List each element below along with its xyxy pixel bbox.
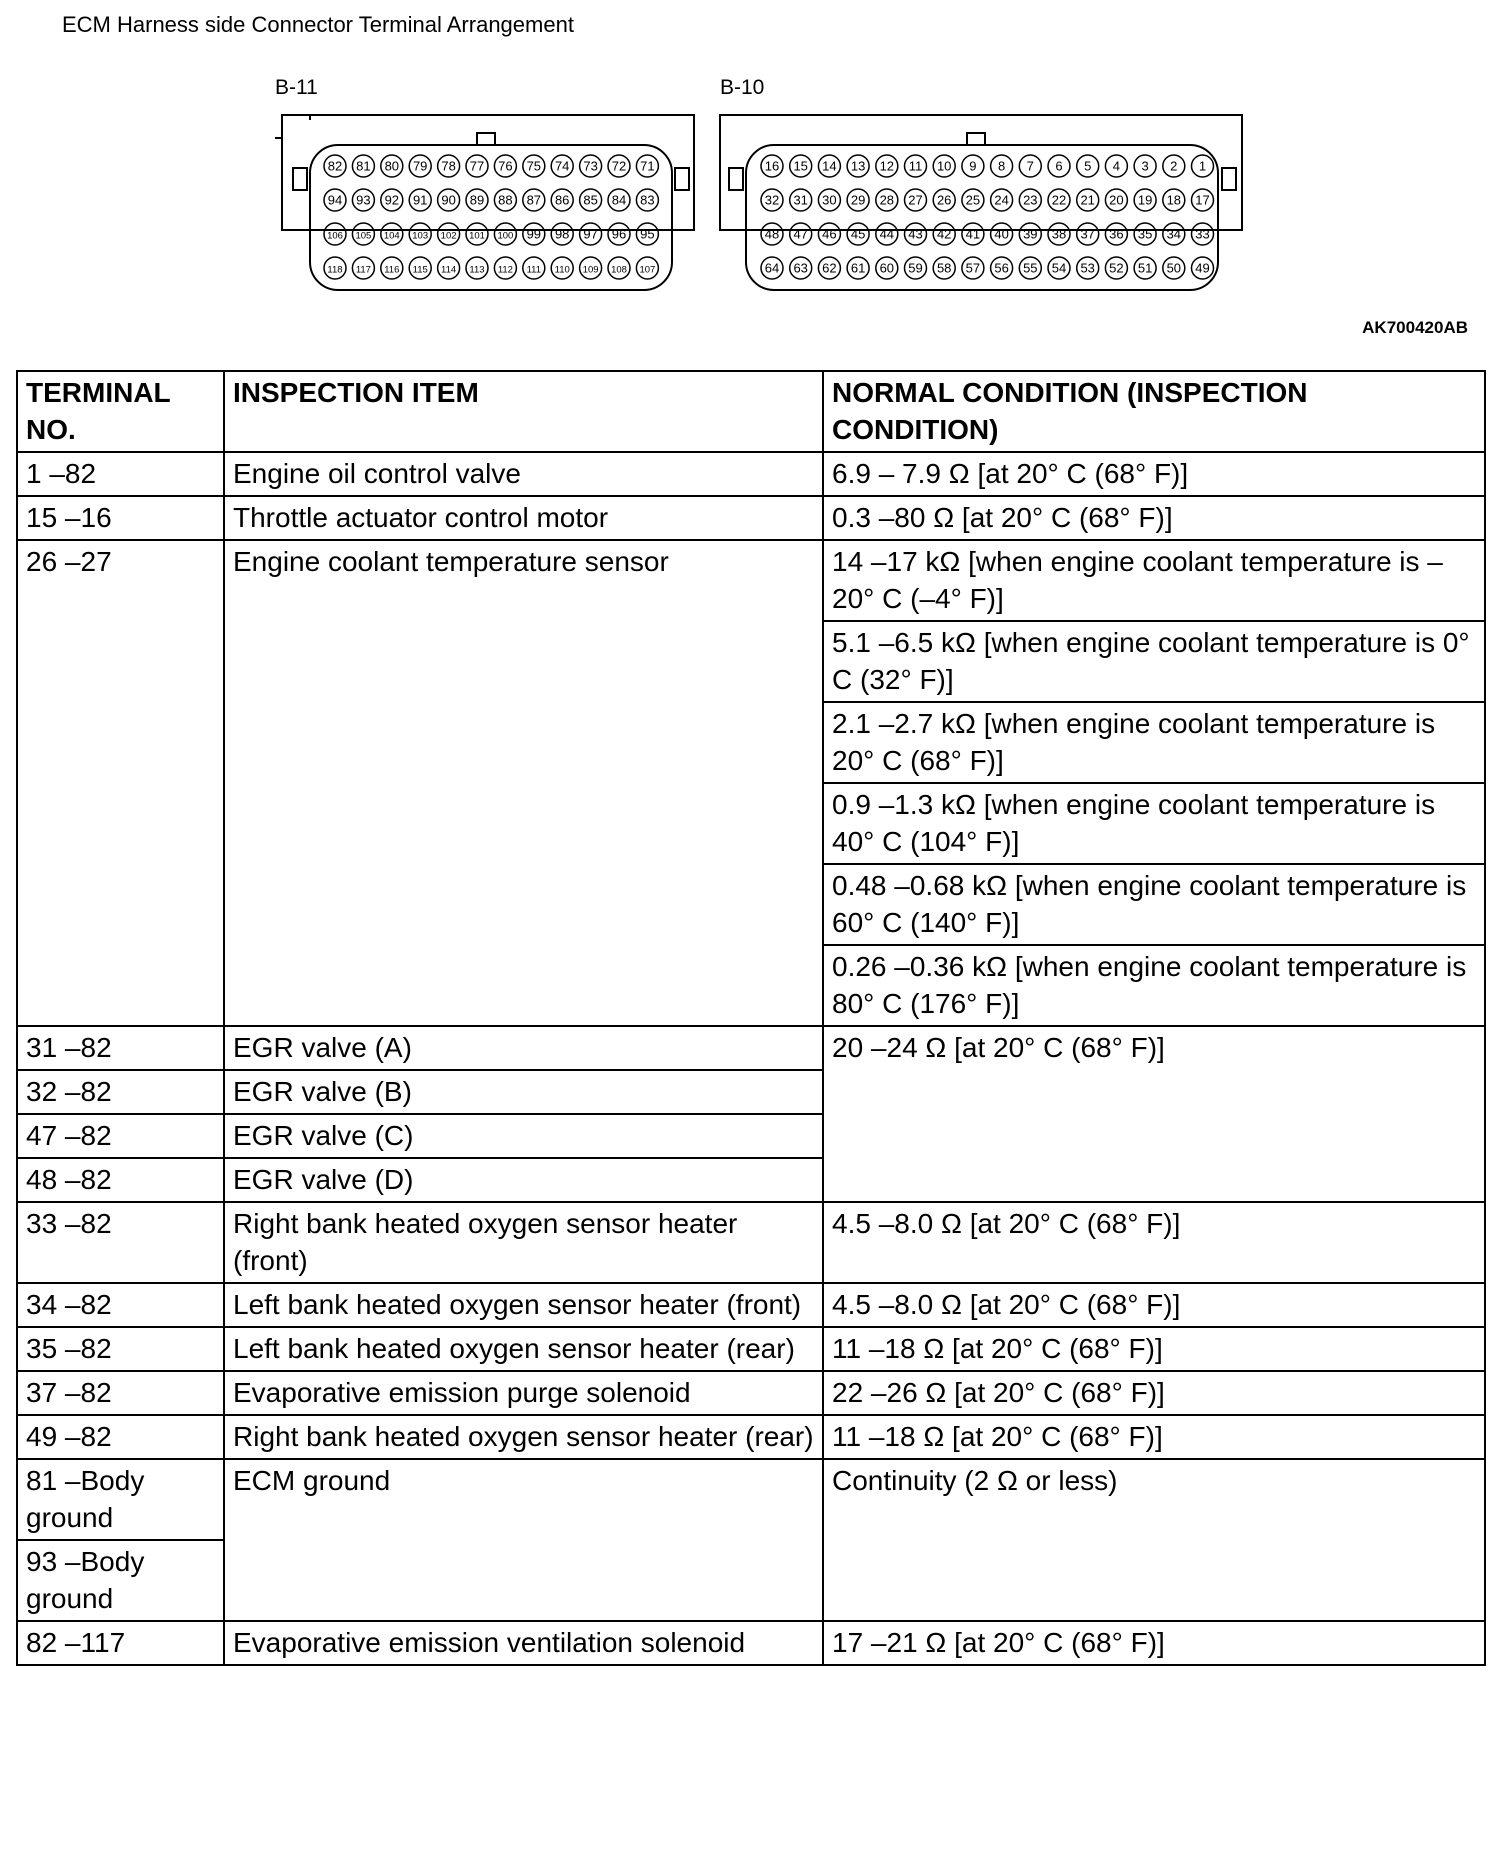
pin-number: 103	[412, 230, 429, 242]
item-cell: Evaporative emission ventilation solenoid	[224, 1621, 823, 1665]
terminal-cell: 34 –82	[17, 1283, 224, 1327]
pin-number: 2	[1170, 158, 1178, 174]
item-cell: Right bank heated oxygen sensor heater (rear)	[224, 1415, 823, 1459]
pin-number: 79	[412, 158, 428, 174]
pin-number: 86	[554, 192, 570, 208]
pin-number: 54	[1051, 260, 1067, 276]
pin-number: 48	[764, 226, 780, 242]
item-cell: ECM ground	[224, 1459, 823, 1621]
pin-number: 64	[764, 260, 780, 276]
pin-number: 11	[908, 158, 923, 174]
terminal-cell: 93 –Body ground	[17, 1540, 224, 1621]
pin-number: 92	[384, 192, 400, 208]
pin-number: 43	[908, 226, 923, 242]
pin-number: 22	[1051, 192, 1067, 208]
item-cell: Evaporative emission purge solenoid	[224, 1371, 823, 1415]
condition-cell: 4.5 –8.0 Ω [at 20° C (68° F)]	[823, 1202, 1485, 1283]
pin-number: 88	[498, 192, 513, 208]
pin-number: 4	[1112, 158, 1121, 174]
item-cell: Left bank heated oxygen sensor heater (rear)	[224, 1327, 823, 1371]
table-row	[17, 452, 1485, 496]
condition-cell: 11 –18 Ω [at 20° C (68° F)]	[823, 1415, 1485, 1459]
terminal-cell: 15 –16	[17, 496, 224, 540]
pin-number: 61	[850, 260, 866, 276]
pin-number: 98	[554, 226, 570, 242]
item-cell: EGR valve (C)	[224, 1114, 823, 1158]
header-inspection-item: INSPECTION ITEM	[224, 371, 823, 452]
pin-number: 71	[640, 158, 655, 174]
pin-number: 34	[1166, 226, 1182, 242]
pin-number: 62	[822, 260, 837, 276]
condition-cell: 0.26 –0.36 kΩ [when engine coolant temperature is 80° C (176° F)]	[823, 945, 1485, 1026]
item-cell: Left bank heated oxygen sensor heater (front)	[224, 1283, 823, 1327]
terminal-cell: 47 –82	[17, 1114, 224, 1158]
pin-number: 28	[879, 192, 895, 208]
pin-number: 111	[526, 264, 542, 276]
terminal-cell: 82 –117	[17, 1621, 224, 1665]
pin-number: 63	[793, 260, 808, 276]
pin-number: 94	[327, 192, 343, 208]
header-terminal-no: TERMINAL NO.	[17, 371, 224, 452]
pin-number: 15	[793, 158, 808, 174]
pin-number: 106	[327, 230, 343, 242]
condition-cell: 0.9 –1.3 kΩ [when engine coolant temperature is 40° C (104° F)]	[823, 783, 1485, 864]
pin-number: 112	[497, 264, 513, 276]
pin-number: 41	[965, 226, 981, 242]
header-normal-condition: NORMAL CONDITION (INSPECTION CONDITION)	[823, 371, 1485, 452]
condition-cell: 5.1 –6.5 kΩ [when engine coolant temperature is 0° C (32° F)]	[823, 621, 1485, 702]
pin-number: 97	[583, 226, 598, 242]
pin-number: 81	[356, 158, 371, 174]
pin-number: 19	[1137, 192, 1153, 208]
pin-number: 82	[327, 158, 343, 174]
table-row	[17, 1202, 1485, 1283]
pin-number: 30	[822, 192, 837, 208]
pin-number: 113	[469, 264, 485, 276]
pin-number: 101	[469, 230, 485, 242]
condition-cell: 6.9 – 7.9 Ω [at 20° C (68° F)]	[823, 452, 1485, 496]
condition-cell: 11 –18 Ω [at 20° C (68° F)]	[823, 1327, 1485, 1371]
table-row	[17, 1415, 1485, 1459]
pin-number: 7	[1026, 158, 1034, 174]
pin-number: 13	[850, 158, 866, 174]
pin-number: 87	[526, 192, 542, 208]
condition-cell: 2.1 –2.7 kΩ [when engine coolant temperature is 20° C (68° F)]	[823, 702, 1485, 783]
table-row	[17, 496, 1485, 540]
pin-number: 49	[1195, 260, 1210, 276]
pin-number: 109	[582, 264, 599, 276]
terminal-cell: 31 –82	[17, 1026, 224, 1070]
terminal-cell: 26 –27	[17, 540, 224, 1026]
pin-number: 5	[1084, 158, 1092, 174]
pin-number: 46	[822, 226, 837, 242]
condition-cell: 0.48 –0.68 kΩ [when engine coolant temperature is 60° C (140° F)]	[823, 864, 1485, 945]
pin-number: 51	[1137, 260, 1153, 276]
pin-number: 84	[611, 192, 627, 208]
pin-number: 102	[440, 230, 457, 242]
pin-number: 27	[908, 192, 923, 208]
pin-number: 114	[441, 264, 457, 276]
pin-number: 20	[1109, 192, 1124, 208]
pin-number: 117	[355, 264, 371, 276]
pin-number: 80	[384, 158, 400, 174]
pin-number: 93	[356, 192, 371, 208]
pin-number: 9	[969, 158, 977, 174]
item-cell: Right bank heated oxygen sensor heater (front)	[224, 1202, 823, 1283]
pin-number: 59	[908, 260, 923, 276]
pin-number: 45	[850, 226, 866, 242]
pin-number: 35	[1137, 226, 1153, 242]
pin-number: 21	[1080, 192, 1095, 208]
terminal-cell: 49 –82	[17, 1415, 224, 1459]
pin-number: 78	[441, 158, 456, 174]
pin-number: 53	[1080, 260, 1095, 276]
terminal-cell: 33 –82	[17, 1202, 224, 1283]
pin-number: 17	[1195, 192, 1210, 208]
pin-number: 29	[850, 192, 866, 208]
pin-number: 74	[554, 158, 570, 174]
condition-cell: 4.5 –8.0 Ω [at 20° C (68° F)]	[823, 1283, 1485, 1327]
inspection-table	[16, 370, 1486, 1666]
pin-number: 39	[1023, 226, 1038, 242]
table-row	[17, 540, 1485, 621]
pin-number: 10	[936, 158, 952, 174]
pin-number: 3	[1141, 158, 1149, 174]
terminal-cell: 1 –82	[17, 452, 224, 496]
pin-number: 90	[441, 192, 456, 208]
pin-number: 25	[965, 192, 981, 208]
table-row	[17, 1621, 1485, 1665]
pin-number: 18	[1166, 192, 1182, 208]
pin-number: 85	[583, 192, 598, 208]
page-heading: ECM Harness side Connector Terminal Arrangement	[62, 12, 574, 37]
table-row	[17, 1283, 1485, 1327]
item-cell: EGR valve (D)	[224, 1158, 823, 1202]
pin-number: 31	[793, 192, 808, 208]
pin-number: 77	[469, 158, 485, 174]
connector-diagram	[275, 108, 1255, 298]
pin-number: 38	[1051, 226, 1067, 242]
pin-number: 50	[1166, 260, 1182, 276]
terminal-cell: 81 –Body ground	[17, 1459, 224, 1540]
pin-number: 33	[1195, 226, 1210, 242]
pin-number: 42	[936, 226, 952, 242]
pin-number: 72	[611, 158, 627, 174]
table-header-row	[17, 371, 1485, 452]
connector-b10-pins	[761, 155, 1214, 279]
item-cell: EGR valve (A)	[224, 1026, 823, 1070]
terminal-cell: 48 –82	[17, 1158, 224, 1202]
pin-number: 1	[1198, 158, 1207, 174]
pin-number: 16	[764, 158, 780, 174]
table-row	[17, 1371, 1485, 1415]
pin-number: 56	[994, 260, 1009, 276]
condition-cell: 14 –17 kΩ [when engine coolant temperature is –20° C (–4° F)]	[823, 540, 1485, 621]
connector-label-b11: B-11	[275, 76, 318, 99]
pin-number: 44	[879, 226, 895, 242]
table-row	[17, 1327, 1485, 1371]
pin-number: 76	[498, 158, 513, 174]
pin-number: 104	[383, 230, 400, 242]
pin-number: 37	[1080, 226, 1095, 242]
item-cell: Engine coolant temperature sensor	[224, 540, 823, 1026]
item-cell: Engine oil control valve	[224, 452, 823, 496]
pin-number: 14	[822, 158, 837, 174]
pin-number: 118	[327, 264, 343, 276]
terminal-cell: 32 –82	[17, 1070, 224, 1114]
pin-number: 55	[1023, 260, 1038, 276]
condition-cell: 22 –26 Ω [at 20° C (68° F)]	[823, 1371, 1485, 1415]
pin-number: 57	[965, 260, 981, 276]
pin-number: 52	[1109, 260, 1124, 276]
item-cell: Throttle actuator control motor	[224, 496, 823, 540]
pin-number: 108	[611, 264, 627, 276]
condition-cell: 0.3 –80 Ω [at 20° C (68° F)]	[823, 496, 1485, 540]
pin-number: 40	[994, 226, 1009, 242]
pin-number: 60	[879, 260, 895, 276]
pin-number: 96	[611, 226, 627, 242]
pin-number: 26	[936, 192, 952, 208]
pin-number: 32	[764, 192, 780, 208]
terminal-cell: 35 –82	[17, 1327, 224, 1371]
pin-number: 47	[793, 226, 808, 242]
pin-number: 8	[997, 158, 1006, 174]
pin-number: 115	[412, 264, 428, 276]
table-row	[17, 1026, 1485, 1070]
pin-number: 105	[355, 230, 372, 242]
pin-number: 58	[936, 260, 952, 276]
pin-number: 110	[554, 264, 570, 276]
pin-number: 107	[639, 264, 656, 276]
pin-number: 23	[1023, 192, 1038, 208]
table-row	[17, 1459, 1485, 1540]
figure-code: AK700420AB	[1362, 318, 1468, 337]
pin-number: 99	[526, 226, 542, 242]
pin-number: 6	[1055, 158, 1063, 174]
pin-number: 91	[412, 192, 428, 208]
pin-number: 75	[526, 158, 542, 174]
pin-number: 100	[497, 230, 514, 242]
pin-number: 89	[469, 192, 485, 208]
connector-b11-pins	[324, 155, 658, 279]
pin-number: 12	[879, 158, 895, 174]
item-cell: EGR valve (B)	[224, 1070, 823, 1114]
terminal-cell: 37 –82	[17, 1371, 224, 1415]
condition-cell: 20 –24 Ω [at 20° C (68° F)]	[823, 1026, 1485, 1202]
pin-number: 95	[640, 226, 655, 242]
pin-number: 24	[994, 192, 1009, 208]
connector-label-b10: B-10	[720, 76, 765, 99]
pin-number: 36	[1109, 226, 1124, 242]
pin-number: 116	[384, 264, 400, 276]
pin-number: 83	[640, 192, 655, 208]
condition-cell: Continuity (2 Ω or less)	[823, 1459, 1485, 1621]
condition-cell: 17 –21 Ω [at 20° C (68° F)]	[823, 1621, 1485, 1665]
pin-number: 73	[583, 158, 598, 174]
